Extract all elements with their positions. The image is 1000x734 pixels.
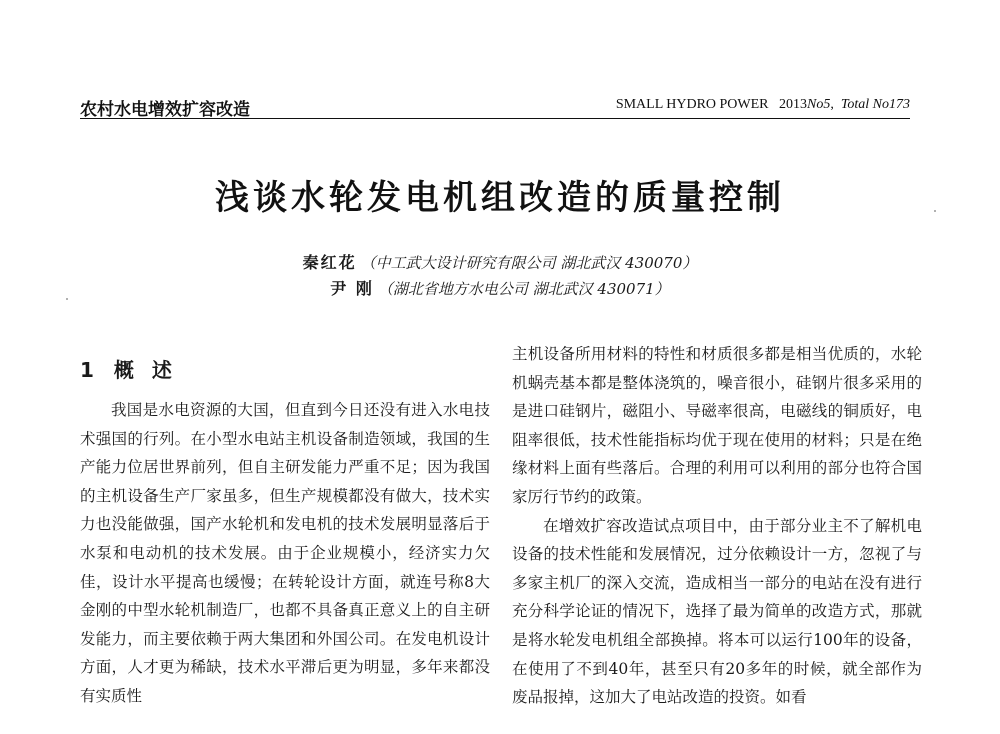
author-block	[0, 250, 1000, 302]
author-affiliation: （中工武大设计研究有限公司 湖北武汉 430070）	[360, 254, 698, 272]
right-column	[512, 340, 922, 712]
scan-speck	[934, 210, 936, 212]
section-number: 1	[80, 358, 94, 382]
issue-year: 2013	[779, 97, 808, 112]
body-paragraph: 我国是水电资源的大国，但直到今日还没有进入水电技术强国的行列。在小型水电站主机设备制造领域，我国的生产能力位居世界前列，但自主研发能力严重不足；因为我国的主机设备生产厂家虽多，但生产规模都没有做大，技术实力也没能做强，国产水轮机和发电机的技术发展明显落后于水泵和电动机的技术发展。由于企业规模小，经济实力欠佳，设计水平提高也缓慢；在转轮设计方面，就连号称8大金刚的中型水轮机制造厂，也都不具备真正意义上的自主研发能力，而主要依赖于两大集团和外国公司。在发电机设计方面，人才更为稀缺，技术水平滞后更为明显，多年来都没有实质性	[80, 401, 490, 705]
left-column	[80, 340, 490, 711]
section-heading	[80, 356, 490, 384]
author-line	[0, 250, 1000, 276]
journal-info: SMALL HYDRO POWER 2013No5, Total No173	[615, 97, 910, 112]
body-paragraph: 在增效扩容改造试点项目中，由于部分业主不了解机电设备的技术性能和发展情况，过分依赖设计一方，忽视了与多家主机厂的深入交流，造成相当一部分的电站在没有进行充分科学论证的情况下，选择了最为简单的改造方式，那就是将水轮发电机组全部换掉。将本可以运行100年的设备，在使用了不到40年，甚至只有20多年的时候，就全部作为废品报掉，这加大了电站改造的投资。如看	[512, 516, 922, 707]
section-title: 概述	[113, 358, 190, 382]
author-affiliation: （湖北省地方水电公司 湖北武汉 430071）	[377, 280, 670, 298]
journal-section-title: 农村水电增效扩容改造	[80, 100, 250, 120]
journal-name: SMALL HYDRO POWER	[615, 97, 769, 112]
header-rule	[80, 118, 910, 119]
scan-speck	[66, 298, 68, 300]
article-title: 浅谈水轮发电机组改造的质量控制	[215, 178, 785, 218]
running-header	[80, 95, 910, 120]
issue-number: No5	[807, 97, 831, 112]
author-line	[0, 276, 1000, 302]
body-paragraph: 主机设备所用材料的特性和材质很多都是相当优质的，水轮机蜗壳基本都是整体浇筑的，噪音很小，硅钢片很多采用的是进口硅钢片，磁阻小、导磁率很高，电磁线的铜质好，电阻率很低，技术性能指标均优于现在使用的材料；只是在绝缘材料上面有些落后。合理的利用可以利用的部分也符合国家厉行节约的政策。	[512, 345, 922, 506]
author-name: 尹 刚	[330, 279, 374, 298]
author-name: 秦红花	[302, 253, 357, 272]
total-issue-number: Total No173	[840, 97, 910, 112]
